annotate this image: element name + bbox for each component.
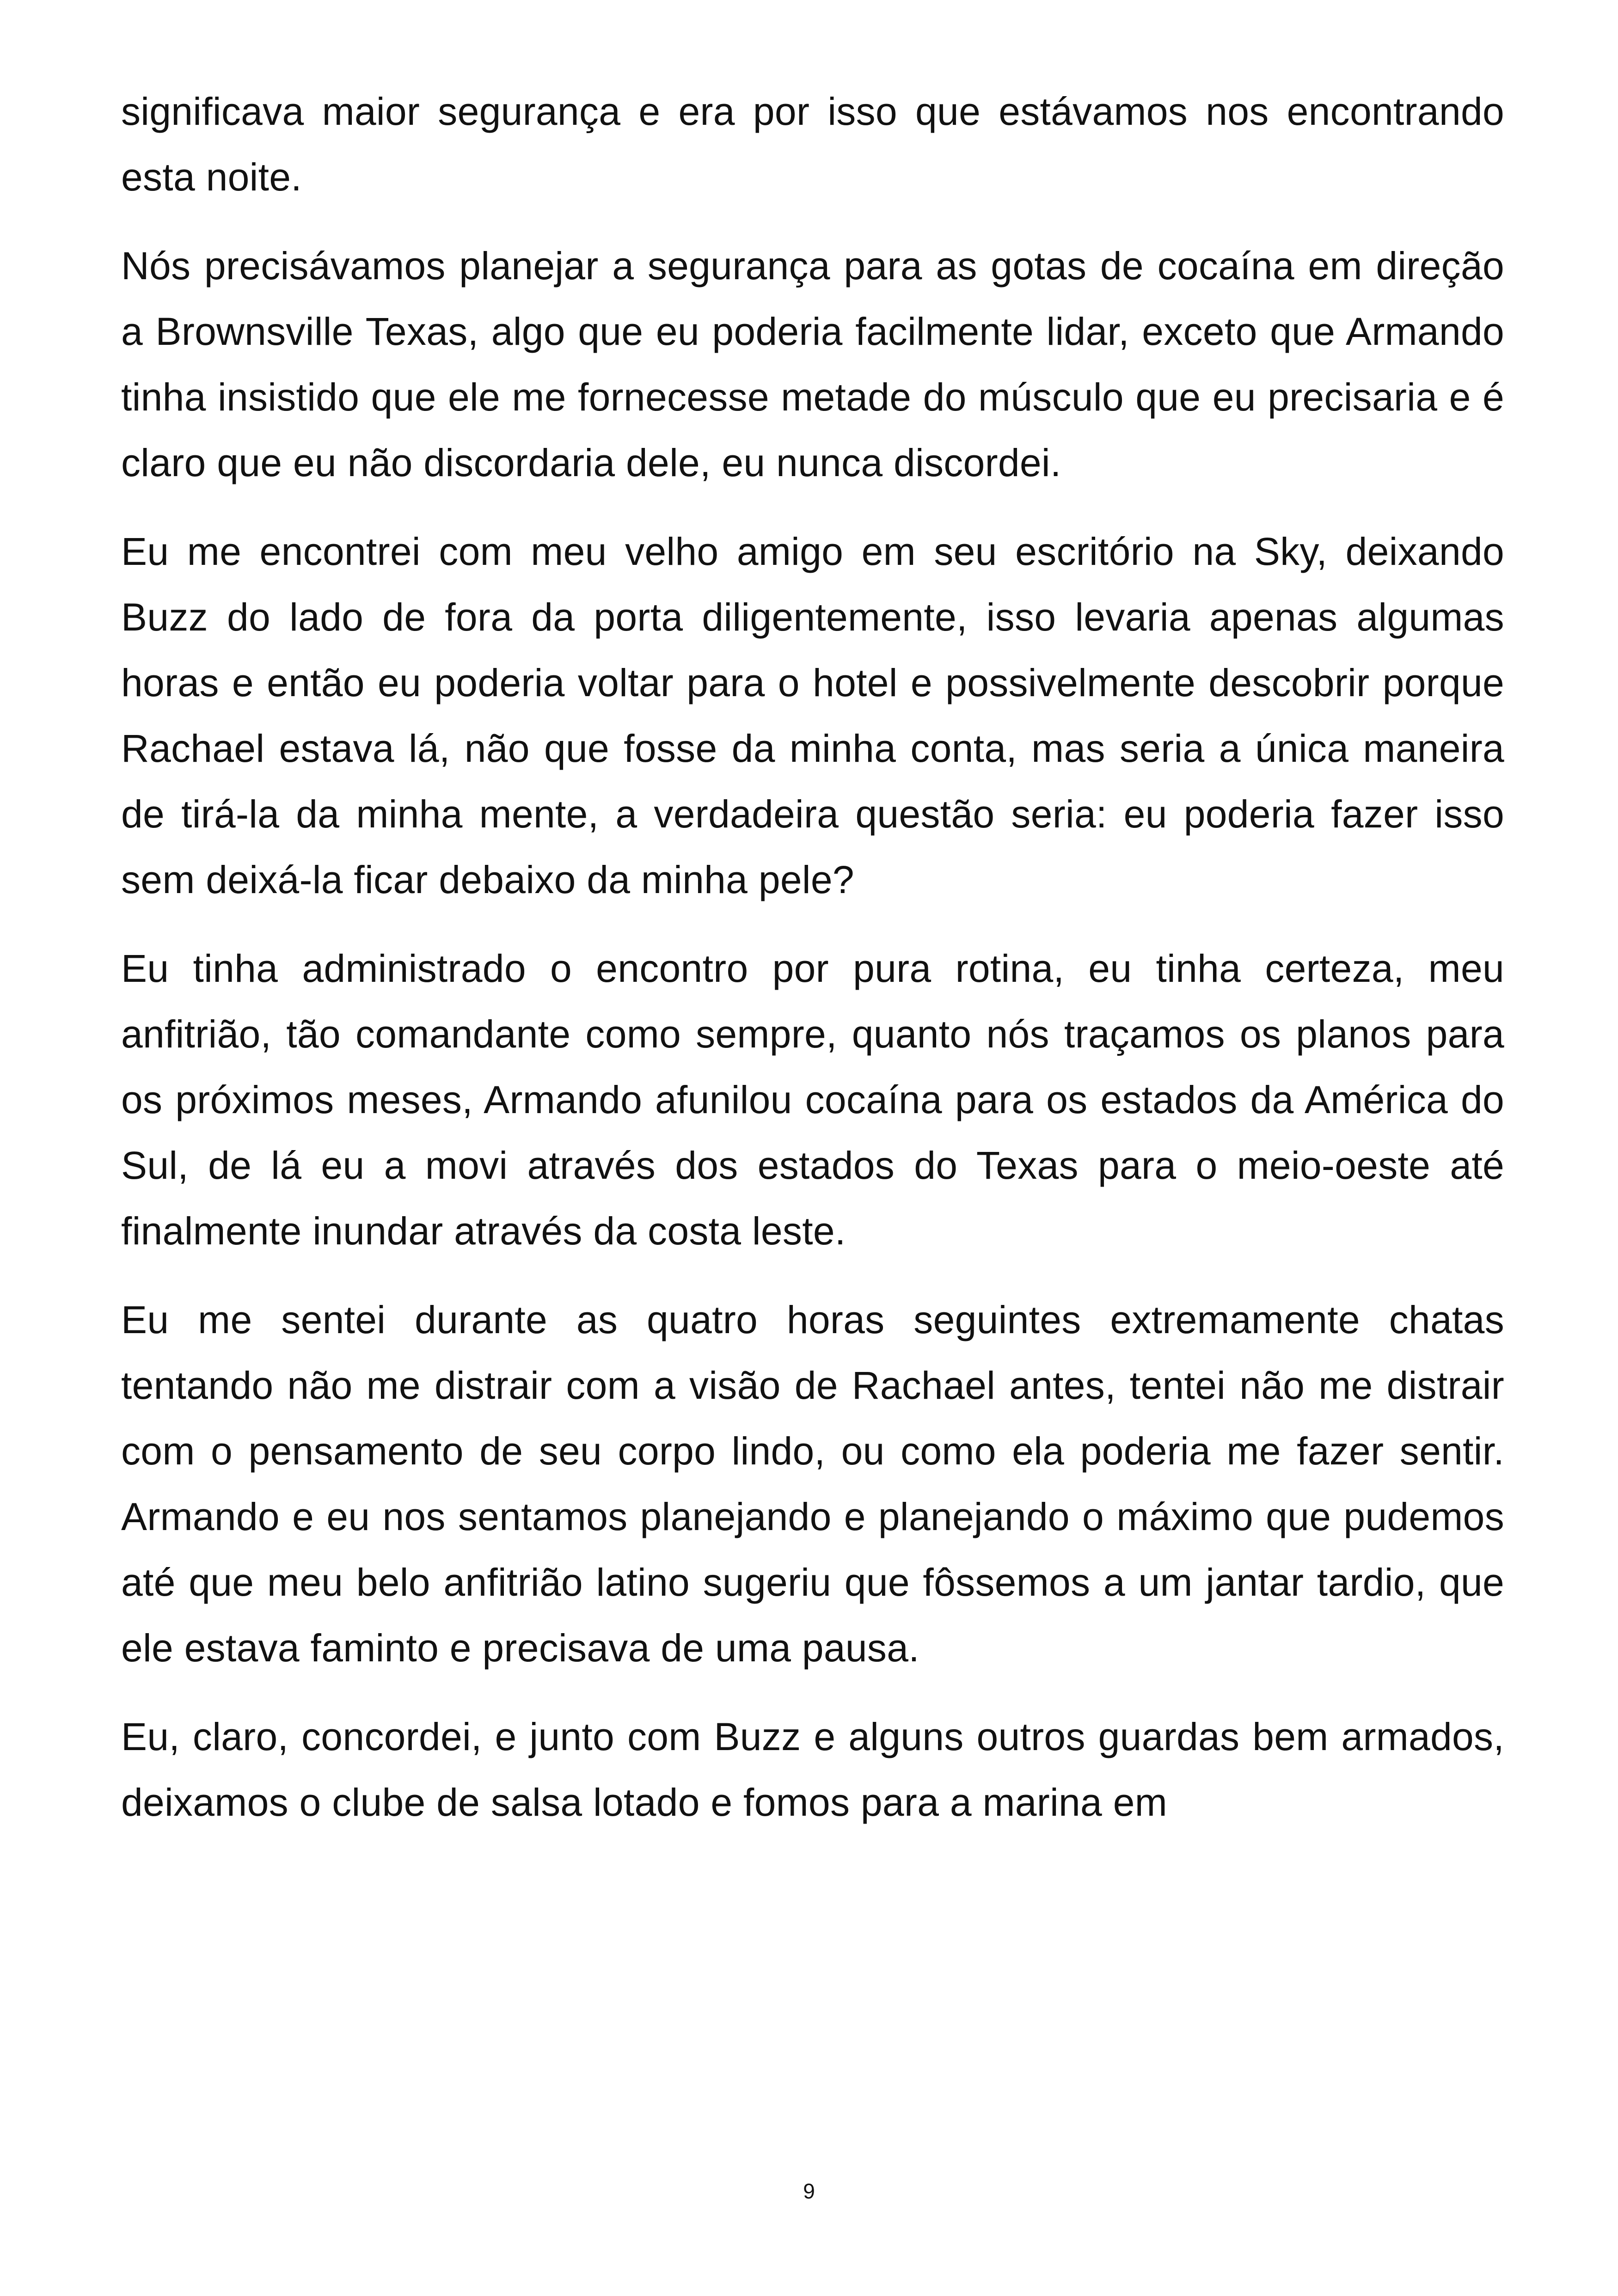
paragraph-3: Eu me encontrei com meu velho amigo em seu escritório na Sky, deixando Buzz do lado de fora da porta diligentemente, isso levaria apenas algumas horas e então eu poderia voltar para o hotel e possivelmente descobrir porque Rachael estava lá, não que fosse da minha conta, mas seria a única maneira de tirá-la da minha mente, a verdadeira questão seria: eu poderia fazer isso sem deixá-la ficar debaixo da minha pele? xyxy=(121,530,1504,901)
paragraph-4: Eu tinha administrado o encontro por pura rotina, eu tinha certeza, meu anfitrião, tão comandante como sempre, quanto nós traçamos os planos para os próximos meses, Armando afunilou cocaína para os estados da América do Sul, de lá eu a movi através dos estados do Texas para o meio-oeste até finalmente inundar através da costa leste. xyxy=(121,947,1504,1253)
paragraph-1: significava maior segurança e era por isso que estávamos nos encontrando esta noite. xyxy=(121,90,1504,199)
paragraph-2: Nós precisávamos planejar a segurança para as gotas de cocaína em direção a Brownsville Texas, algo que eu poderia facilmente lidar, exceto que Armando tinha insistido que ele me fornecesse metade do músculo que eu precisaria e é claro que eu não discordaria dele, eu nunca discordei. xyxy=(121,244,1504,484)
paragraph-5: Eu me sentei durante as quatro horas seguintes extremamente chatas tentando não me distrair com a visão de Rachael antes, tentei não me distrair com o pensamento de seu corpo lindo, ou como ela poderia me fazer sentir. Armando e eu nos sentamos planejando e planejando o máximo que pudemos até que meu belo anfitrião latino sugeriu que fôssemos a um jantar tardio, que ele estava faminto e precisava de uma pausa. xyxy=(121,1298,1504,1670)
page-number: 9 xyxy=(803,2179,815,2203)
body-text xyxy=(121,79,1504,1858)
paragraph-6: Eu, claro, concordei, e junto com Buzz e alguns outros guardas bem armados, deixamos o clube de salsa lotado e fomos para a marina em xyxy=(121,1715,1504,1824)
